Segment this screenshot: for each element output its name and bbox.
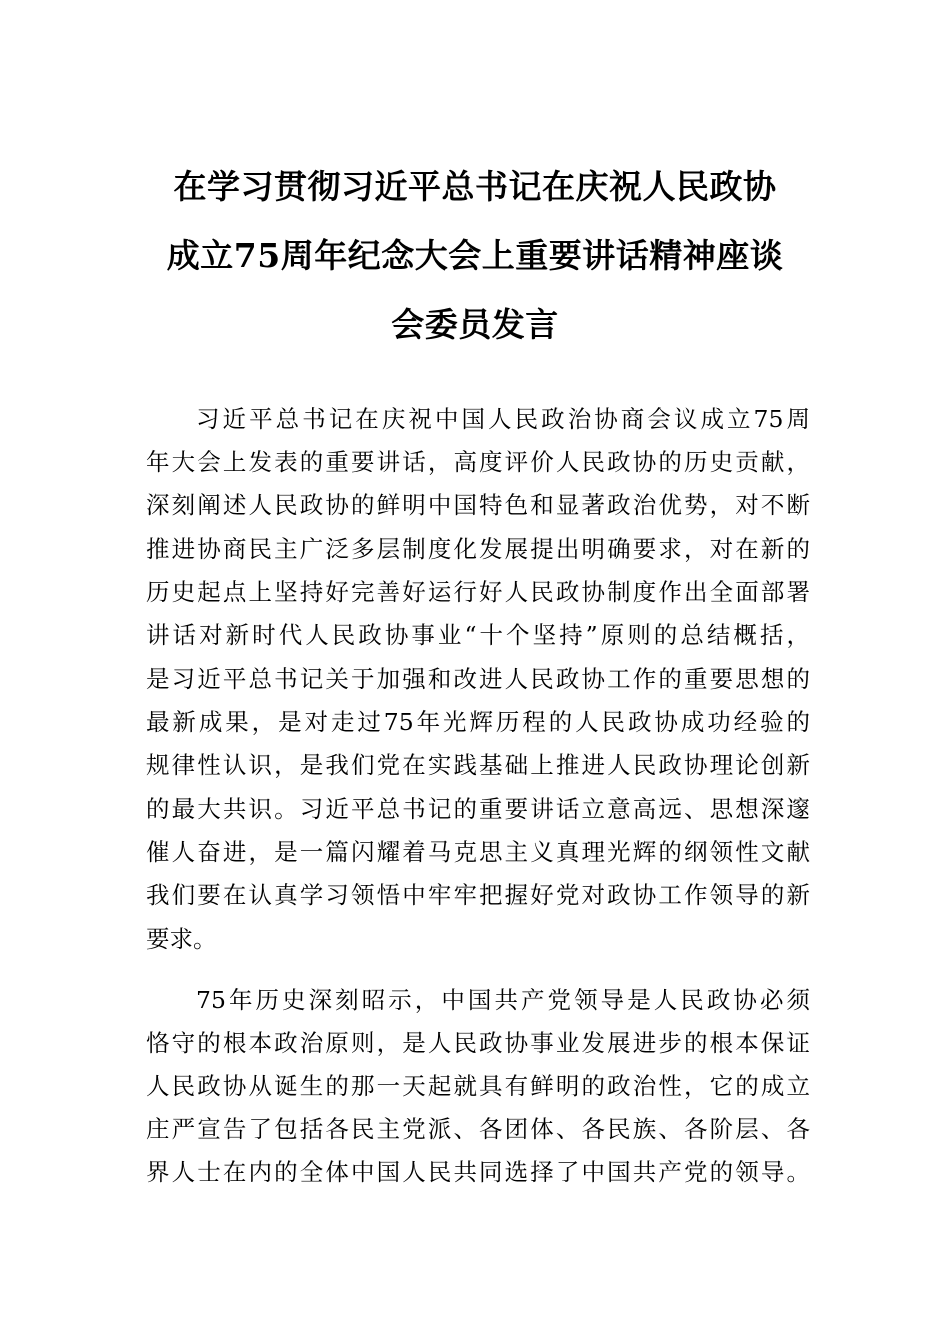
paragraph-1-line: 是习近平总书记关于加强和改进人民政协工作的重要思想的 — [146, 665, 810, 693]
document-title-line-1: 在学习贯彻习近平总书记在庆祝人民政协 — [173, 167, 777, 206]
paragraph-1-line: 推进协商民主广泛多层制度化发展提出明确要求，对在新的 — [146, 535, 810, 563]
paragraph-1-line: 要求。 — [146, 925, 217, 953]
paragraph-1-line: 催人奋进，是一篇闪耀着马克思主义真理光辉的纲领性文献 — [146, 838, 810, 866]
paragraph-1-line: 规律性认识，是我们党在实践基础上推进人民政协理论创新 — [146, 751, 810, 779]
paragraph-1-line: 年大会上发表的重要讲话，高度评价人民政协的历史贡献， — [146, 448, 810, 476]
paragraph-1-line: 讲话对新时代人民政协事业“十个坚持”原则的总结概括， — [146, 621, 810, 649]
paragraph-1-line: 的最大共识。习近平总书记的重要讲话立意高远、思想深邃 — [146, 795, 810, 823]
paragraph-2-line: 界人士在内的全体中国人民共同选择了中国共产党的领导。 — [146, 1158, 810, 1186]
paragraph-1-line: 历史起点上坚持好完善好运行好人民政协制度作出全面部署 — [146, 578, 810, 606]
paragraph-2-line: 庄严宣告了包括各民主党派、各团体、各民族、各阶层、各 — [146, 1115, 810, 1143]
paragraph-2-line: 人民政协从诞生的那一天起就具有鲜明的政治性，它的成立 — [146, 1072, 810, 1100]
document-title-line-2: 成立75周年纪念大会上重要讲话精神座谈 — [166, 236, 784, 275]
paragraph-1-line: 我们要在认真学习领悟中牢牢把握好党对政协工作领导的新 — [146, 881, 810, 909]
paragraph-1-line: 习近平总书记在庆祝中国人民政治协商会议成立75周 — [196, 405, 810, 433]
paragraph-2-line: 75年历史深刻昭示，中国共产党领导是人民政协必须 — [196, 986, 810, 1014]
paragraph-1-line: 最新成果，是对走过75年光辉历程的人民政协成功经验的 — [146, 708, 810, 736]
document-title-line-3: 会委员发言 — [391, 305, 559, 344]
paragraph-2-line: 恪守的根本政治原则，是人民政协事业发展进步的根本保证 — [146, 1029, 810, 1057]
paragraph-1-line: 深刻阐述人民政协的鲜明中国特色和显著政治优势，对不断 — [146, 491, 810, 519]
